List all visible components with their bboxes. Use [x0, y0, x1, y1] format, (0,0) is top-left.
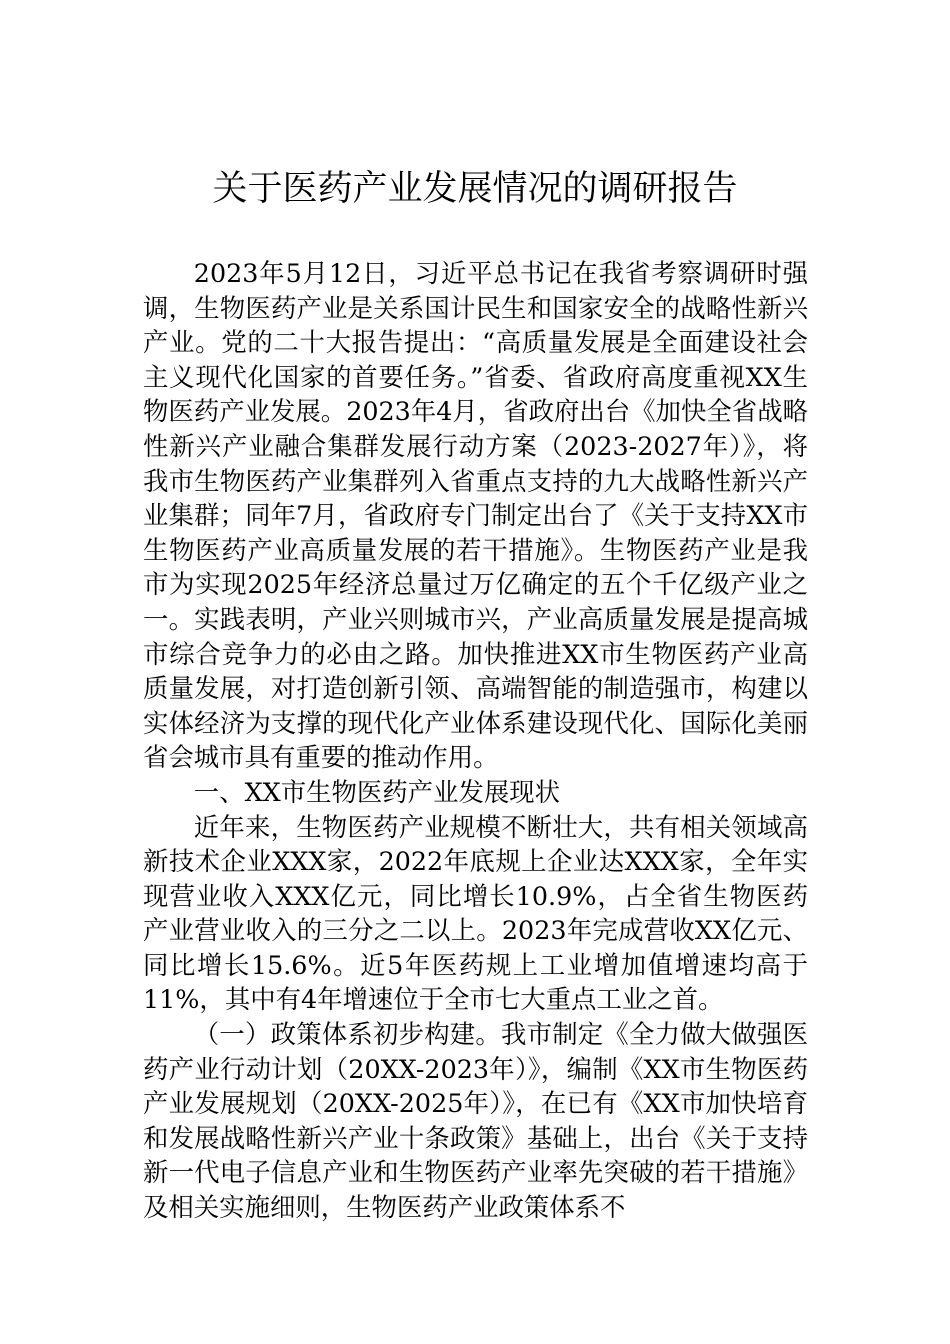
status-paragraph: 近年来，生物医药产业规模不断壮大，共有相关领域高新技术企业XXX家，2022年底规上企业达XXX家，全年实现营业收入XXX亿元，同比增长10.9%，占全省生物医药产业营业收入的三分之二以上。2023年完成营收XX亿元、同比增长15.6%。近5年医药规上工业增加值增速均高于11%，其中有4年增速位于全市七大重点工业之首。: [143, 811, 808, 1015]
document-body: [143, 256, 808, 1225]
document-title: 关于医药产业发展情况的调研报告: [212, 169, 738, 209]
section-heading: 一、XX市生物医药产业发展现状: [193, 776, 561, 807]
intro-paragraph: 2023年5月12日，习近平总书记在我省考察调研时强调，生物医药产业是关系国计民生和国家安全的战略性新兴产业。党的二十大报告提出：“高质量发展是全面建设社会主义现代化国家的首要任务。”省委、省政府高度重视XX生物医药产业发展。2023年4月，省政府出台《加快全省战略性新兴产业融合集群发展行动方案（2023-2027年）》，将我市生物医药产业集群列入省重点支持的九大战略性新兴产业集群；同年7月，省政府专门制定出台了《关于支持XX市生物医药产业高质量发展的若干措施》。生物医药产业是我市为实现2025年经济总量过万亿确定的五个千亿级产业之一。实践表明，产业兴则城市兴，产业高质量发展是提高城市综合竞争力的必由之路。加快推进XX市生物医药产业高质量发展，对打造创新引领、高端智能的制造强市，构建以实体经济为支撑的现代化产业体系建设现代化、国际化美丽省会城市具有重要的推动作用。: [143, 258, 808, 773]
policy-paragraph: （一）政策体系初步构建。我市制定《全力做大做强医药产业行动计划（20XX-2023年）》，编制《XX市生物医药产业发展规划（20XX-2025年）》，在已有《XX市加快培育和发展战略性新兴产业十条政策》基础上，出台《关于支持新一代电子信息产业和生物医药产业率先突破的若干措施》及相关实施细则，生物医药产业政策体系不: [143, 1019, 808, 1223]
